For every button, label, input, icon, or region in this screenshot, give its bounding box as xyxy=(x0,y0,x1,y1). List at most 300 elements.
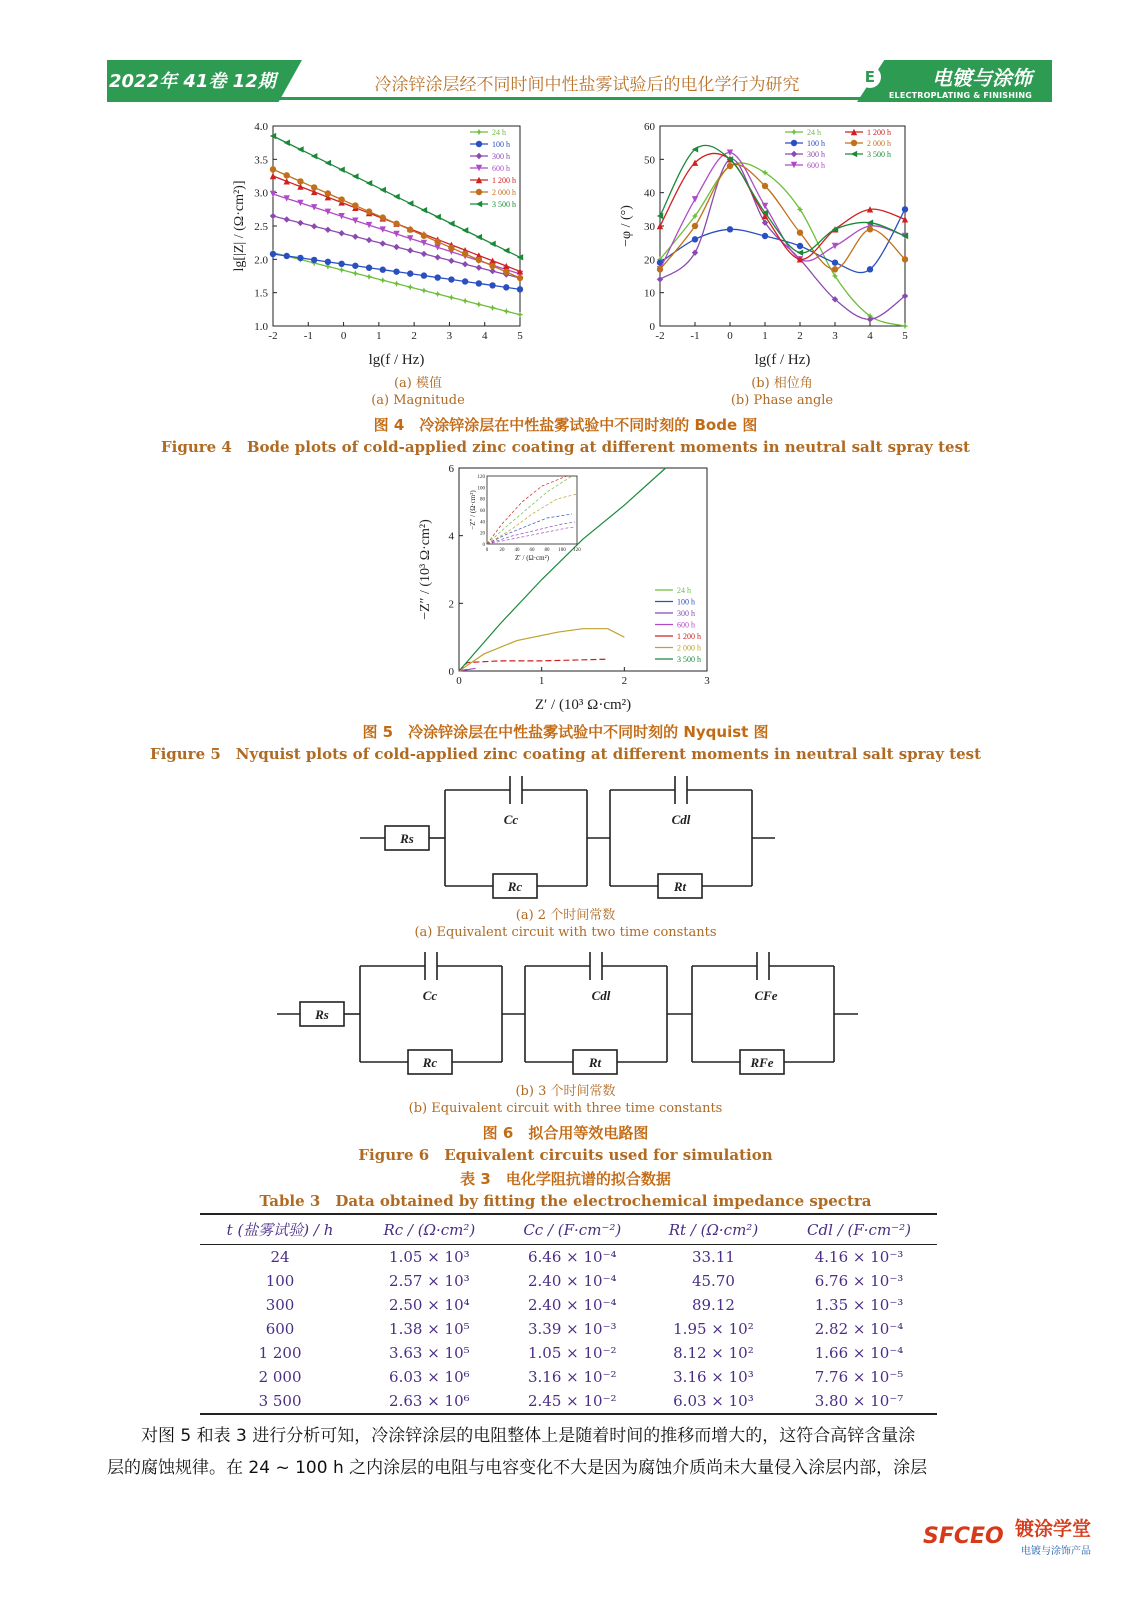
data-point xyxy=(517,286,523,292)
table-row xyxy=(200,1341,937,1365)
inset-y-tick-label: 60 xyxy=(480,509,485,514)
data-point xyxy=(270,173,276,179)
inset-y-tick-label: 0 xyxy=(482,543,485,548)
data-point xyxy=(476,234,482,240)
data-point xyxy=(797,249,803,255)
inset-x-tick-label: 80 xyxy=(544,548,550,553)
inset-x-tick-label: 0 xyxy=(485,548,489,553)
table-cell: 7.76 × 10⁻⁵ xyxy=(814,1368,904,1386)
table-cell: 300 xyxy=(265,1296,295,1314)
y-axis-label: −φ / (°) xyxy=(619,205,634,247)
data-point xyxy=(489,241,495,247)
col-cc: Cc / (F·cm⁻²) xyxy=(499,1214,646,1245)
x-tick-label: 1 xyxy=(762,330,768,342)
legend-entry: 100 h xyxy=(677,597,695,607)
data-point xyxy=(393,268,399,274)
legend-marker xyxy=(791,140,797,146)
y-axis-label: lg[|Z| / (Ω·cm²)] xyxy=(232,180,247,272)
journal-logo xyxy=(864,62,1032,100)
data-point xyxy=(311,153,317,159)
legend-entry: 600 h xyxy=(807,161,825,170)
data-point xyxy=(325,209,331,215)
legend-marker xyxy=(476,153,482,159)
data-point xyxy=(338,230,344,236)
series-line xyxy=(660,163,905,326)
legend-entry: 300 h xyxy=(492,152,510,161)
table-row xyxy=(200,1269,937,1293)
data-point xyxy=(380,226,386,232)
data-point xyxy=(421,287,427,293)
journal-header xyxy=(107,60,1052,102)
table-row xyxy=(200,1293,937,1317)
footer-logo-main: SFCEO xyxy=(923,1524,1004,1549)
table-cell: 1.35 × 10⁻³ xyxy=(814,1296,904,1314)
data-point xyxy=(692,223,698,229)
circuit-b-rs: Rs xyxy=(315,1007,329,1022)
data-point xyxy=(476,257,482,263)
logo-cn: 电镀与涂饰 xyxy=(932,66,1032,90)
bode-magnitude-chart xyxy=(225,118,545,383)
inset-x-tick-label: 40 xyxy=(514,548,520,553)
nyquist-inset xyxy=(469,475,581,562)
data-point xyxy=(352,217,358,223)
data-point xyxy=(476,301,482,307)
data-point xyxy=(421,207,427,213)
data-point xyxy=(434,274,440,280)
legend-entry: 24 h xyxy=(807,128,821,137)
data-point xyxy=(462,261,468,267)
bode-phase-chart xyxy=(615,118,935,383)
legend-entry: 600 h xyxy=(492,164,510,173)
y-tick-label: 1.5 xyxy=(254,287,268,300)
data-point xyxy=(338,267,344,273)
data-point xyxy=(797,229,803,235)
data-point xyxy=(902,216,908,222)
x-tick-label: 4 xyxy=(867,330,873,342)
col-cdl: Cdl / (F·cm⁻²) xyxy=(781,1214,937,1245)
x-tick-label: 5 xyxy=(902,330,908,342)
data-point xyxy=(284,216,290,222)
legend-entry: 24 h xyxy=(677,586,691,595)
legend-entry: 2 000 h xyxy=(492,188,516,197)
y-tick-label: 0 xyxy=(448,666,454,678)
x-axis-label: lg(f / Hz) xyxy=(754,352,811,368)
table-cell: 2.57 × 10³ xyxy=(389,1272,470,1290)
fig4-title-cn: 图 4 冷涂锌涂层在中性盐雾试验中不同时刻的 Bode 图 xyxy=(373,416,758,434)
data-point xyxy=(393,220,399,226)
data-point xyxy=(832,259,838,265)
journal-logo-icon: E xyxy=(859,66,881,88)
footer-logo xyxy=(923,1512,1103,1562)
legend-marker xyxy=(851,140,857,146)
data-point xyxy=(421,240,427,246)
table-cell: 3.80 × 10⁻⁷ xyxy=(781,1389,937,1414)
data-point xyxy=(297,146,303,152)
data-point xyxy=(297,178,303,184)
data-point xyxy=(407,200,413,206)
fig6b-caption-cn: (b) 3 个时间常数 xyxy=(515,1084,616,1099)
circuit-b-rfe: RFe xyxy=(750,1055,774,1070)
table-cell: 2.45 × 10⁻² xyxy=(499,1389,646,1414)
circuit-two-time-constants xyxy=(355,770,785,900)
data-point xyxy=(380,214,386,220)
fig6-title-en: Figure 6 Equivalent circuits used for simulation xyxy=(358,1146,773,1164)
table-cell: 33.11 xyxy=(691,1248,735,1266)
inset-y-tick-label: 80 xyxy=(480,497,485,503)
data-point xyxy=(867,226,873,232)
data-point xyxy=(448,220,454,226)
legend-marker xyxy=(476,189,482,195)
data-point xyxy=(692,196,698,202)
legend-entry: 1 200 h xyxy=(677,632,701,641)
data-point xyxy=(338,196,344,202)
circuit-a-rt: Rt xyxy=(673,879,687,894)
data-point xyxy=(503,308,509,314)
fig6a-caption-cn: (a) 2 个时间常数 xyxy=(515,908,616,923)
data-point xyxy=(338,213,344,219)
table-cell: 600 xyxy=(265,1320,295,1338)
table-cell: 1.66 × 10⁻⁴ xyxy=(814,1344,904,1362)
circuit-b-cc: Cc xyxy=(422,988,438,1003)
circuit-b-rc: Rc xyxy=(422,1055,438,1070)
data-point xyxy=(311,204,317,210)
table-cell: 89.12 xyxy=(691,1296,735,1314)
table-cell: 1.05 × 10⁻² xyxy=(528,1344,617,1362)
inset-y-tick-label: 120 xyxy=(477,475,485,480)
data-point xyxy=(421,272,427,278)
fig4a-caption-en: (a) Magnitude xyxy=(371,393,465,408)
y-tick-label: 1.0 xyxy=(254,321,268,333)
x-tick-label: -1 xyxy=(690,330,700,342)
issue-label: 2022年 41卷 12期 xyxy=(109,71,276,92)
x-tick-label: 2 xyxy=(621,675,628,687)
legend-entry: 2 000 h xyxy=(677,643,701,653)
data-point xyxy=(762,183,768,189)
fig5-title-cn: 图 5 冷涂锌涂层在中性盐雾试验中不同时刻的 Nyquist 图 xyxy=(362,723,769,741)
header-rule xyxy=(277,97,882,100)
y-tick-label: 20 xyxy=(644,254,655,267)
data-point xyxy=(657,266,663,272)
data-point xyxy=(325,227,331,233)
data-point xyxy=(434,254,440,260)
data-point xyxy=(832,243,838,249)
data-point xyxy=(366,208,372,214)
legend-entry: 3 500 h xyxy=(492,200,516,209)
data-point xyxy=(284,140,290,146)
footer-logo-sub: 电镀与涂饰产品 xyxy=(1021,1546,1091,1557)
legend-entry: 1 200 h xyxy=(492,176,516,185)
circuit-b-rt: Rt xyxy=(588,1055,602,1070)
nyquist-chart xyxy=(415,460,735,722)
data-point xyxy=(380,240,386,246)
data-point xyxy=(448,245,454,251)
body-paragraph-line1: 对图 5 和表 3 进行分析可知，冷涂锌涂层的电阻整体上是随着时间的推移而增大的，这符合高锌含量涂 xyxy=(141,1426,916,1446)
table-cell: 6.03 × 10³ xyxy=(646,1389,781,1414)
data-point xyxy=(338,261,344,267)
legend-entry: 300 h xyxy=(807,150,825,159)
data-point xyxy=(421,233,427,239)
data-point xyxy=(366,237,372,243)
fitting-data-table xyxy=(200,1213,937,1415)
data-point xyxy=(692,249,698,255)
table-row xyxy=(200,1317,937,1341)
table-cell: 2.82 × 10⁻⁴ xyxy=(814,1320,904,1338)
x-tick-label: -2 xyxy=(268,330,278,342)
data-point xyxy=(284,195,290,201)
data-point xyxy=(434,214,440,220)
data-point xyxy=(393,193,399,199)
table-cell: 6.03 × 10⁶ xyxy=(389,1368,470,1386)
data-point xyxy=(270,251,276,257)
circuit-a-cc: Cc xyxy=(503,812,519,827)
table-cell: 2 000 xyxy=(258,1368,302,1386)
fig4-title-en: Figure 4 Bode plots of cold-applied zinc coating at different moments in neutral salt spray test xyxy=(161,438,970,456)
x-tick-label: 2 xyxy=(411,330,417,342)
data-point xyxy=(476,280,482,286)
data-point xyxy=(407,247,413,253)
table3-title-en: Table 3 Data obtained by fitting the electrochemical impedance spectra xyxy=(259,1192,872,1210)
y-tick-label: 0 xyxy=(649,321,655,333)
data-point xyxy=(692,236,698,242)
fig5-title-en: Figure 5 Nyquist plots of cold-applied zinc coating at different moments in neutral salt spray test xyxy=(149,745,982,763)
table-cell: 24 xyxy=(270,1248,290,1266)
data-point xyxy=(832,266,838,272)
legend-marker xyxy=(851,151,857,157)
data-point xyxy=(462,278,468,284)
data-point xyxy=(393,280,399,286)
data-point xyxy=(407,227,413,233)
data-point xyxy=(352,233,358,239)
table-cell: 2.40 × 10⁻⁴ xyxy=(528,1296,617,1314)
data-point xyxy=(489,305,495,311)
x-tick-label: 1 xyxy=(538,675,545,687)
data-point xyxy=(366,222,372,228)
data-point xyxy=(325,160,331,166)
x-tick-label: 5 xyxy=(517,330,523,342)
table-cell: 2.63 × 10⁶ xyxy=(360,1389,499,1414)
data-point xyxy=(352,202,358,208)
table-cell: 1.05 × 10³ xyxy=(389,1248,470,1266)
data-point xyxy=(727,163,733,169)
fig6a-caption-en: (a) Equivalent circuit with two time constants xyxy=(414,925,717,940)
x-tick-label: 0 xyxy=(727,330,733,342)
fig4b-caption-en: (b) Phase angle xyxy=(730,393,834,408)
data-point xyxy=(284,253,290,259)
data-point xyxy=(380,267,386,273)
inset-y-tick-label: 20 xyxy=(480,531,485,537)
data-point xyxy=(393,244,399,250)
data-point xyxy=(503,263,509,269)
inset-x-tick-label: 60 xyxy=(529,548,535,553)
circuit-a-rc: Rc xyxy=(507,879,523,894)
table-cell: 45.70 xyxy=(691,1272,735,1290)
data-point xyxy=(762,203,768,209)
y-tick-label: 60 xyxy=(644,121,655,133)
data-point xyxy=(448,294,454,300)
y-tick-label: 6 xyxy=(448,463,454,475)
legend-entry: 1 200 h xyxy=(867,128,891,137)
data-point xyxy=(902,206,908,212)
data-point xyxy=(867,266,873,272)
y-tick-label: 2 xyxy=(448,598,454,611)
data-point xyxy=(407,270,413,276)
circuit-b-cdl: Cdl xyxy=(591,988,611,1003)
data-point xyxy=(657,276,663,282)
data-point xyxy=(902,256,908,262)
table-cell: 3 500 xyxy=(200,1389,360,1414)
x-axis-label: lg(f / Hz) xyxy=(368,352,425,368)
x-tick-label: -1 xyxy=(303,330,313,342)
y-tick-label: 2.0 xyxy=(254,254,268,267)
legend-marker xyxy=(476,141,482,147)
data-point xyxy=(503,284,509,290)
data-point xyxy=(297,255,303,261)
data-point xyxy=(270,191,276,197)
legend-entry: 2 000 h xyxy=(867,139,891,148)
y-tick-label: 40 xyxy=(644,187,655,200)
inset-x-label: Z′ / (Ω·cm²) xyxy=(514,554,550,562)
col-rt: Rt / (Ω·cm²) xyxy=(646,1214,781,1245)
y-tick-label: 10 xyxy=(644,287,655,300)
table-cell: 100 xyxy=(265,1272,295,1290)
table3-title-cn: 表 3 电化学阻抗谱的拟合数据 xyxy=(460,1170,671,1188)
data-point xyxy=(393,231,399,237)
data-point xyxy=(762,169,768,175)
x-tick-label: 1 xyxy=(376,330,382,342)
data-point xyxy=(421,251,427,257)
table-cell: 6.46 × 10⁻⁴ xyxy=(528,1248,617,1266)
circuit-three-time-constants xyxy=(275,944,865,1076)
data-point xyxy=(727,226,733,232)
legend-marker xyxy=(476,129,482,135)
fig4b-caption-cn: (b) 相位角 xyxy=(751,376,813,391)
y-tick-label: 30 xyxy=(644,221,655,233)
table-cell: 3.16 × 10³ xyxy=(673,1368,754,1386)
data-point xyxy=(462,251,468,257)
table-cell: 1.38 × 10⁵ xyxy=(389,1320,470,1338)
data-point xyxy=(489,263,495,269)
table-row xyxy=(200,1389,937,1414)
legend-entry: 24 h xyxy=(492,128,506,137)
y-tick-label: 2.5 xyxy=(254,221,268,233)
data-point xyxy=(311,184,317,190)
inset-y-label: −Z″ / (Ω·cm²) xyxy=(469,490,477,530)
fig6-title-cn: 图 6 拟合用等效电路图 xyxy=(482,1124,649,1142)
footer-logo-cn: 镀涂学堂 xyxy=(1015,1518,1092,1540)
y-tick-label: 50 xyxy=(644,154,655,167)
inset-y-tick-label: 40 xyxy=(480,520,485,526)
inset-frame xyxy=(487,476,577,544)
data-point xyxy=(284,172,290,178)
series-line xyxy=(459,659,608,671)
data-point xyxy=(503,247,509,253)
data-point xyxy=(462,298,468,304)
x-tick-label: 4 xyxy=(481,330,488,342)
y-tick-label: 4.0 xyxy=(254,121,268,133)
data-point xyxy=(380,187,386,193)
x-tick-label: 3 xyxy=(832,330,838,342)
y-tick-label: 4 xyxy=(448,530,454,543)
data-point xyxy=(762,233,768,239)
data-point xyxy=(311,257,317,263)
y-tick-label: 3.5 xyxy=(254,154,268,167)
legend-entry: 100 h xyxy=(807,139,825,148)
circuit-a-rs: Rs xyxy=(400,831,414,846)
inset-x-tick-label: 20 xyxy=(499,548,505,553)
x-axis-label: Z′ / (10³ Ω·cm²) xyxy=(534,697,632,713)
data-point xyxy=(407,284,413,290)
legend-entry: 300 h xyxy=(677,609,695,618)
series-line xyxy=(459,629,624,671)
data-point xyxy=(434,239,440,245)
data-point xyxy=(517,275,523,281)
logo-en: ELECTROPLATING & FINISHING xyxy=(888,91,1032,100)
x-tick-label: 3 xyxy=(446,330,453,342)
table-cell: 4.16 × 10⁻³ xyxy=(814,1248,904,1266)
data-point xyxy=(366,180,372,186)
y-tick-label: 3.0 xyxy=(254,187,268,200)
table-cell: 2.40 × 10⁻⁴ xyxy=(528,1272,617,1290)
data-point xyxy=(270,166,276,172)
data-point xyxy=(434,291,440,297)
circuit-a-cdl: Cdl xyxy=(671,812,691,827)
table-row xyxy=(200,1245,937,1270)
data-point xyxy=(352,263,358,269)
table-cell: 2.50 × 10⁴ xyxy=(389,1296,470,1314)
data-point xyxy=(407,235,413,241)
inset-y-tick-label: 100 xyxy=(477,486,485,492)
table-cell: 3.16 × 10⁻² xyxy=(528,1368,617,1386)
legend-entry: 100 h xyxy=(492,140,510,149)
data-point xyxy=(325,190,331,196)
data-point xyxy=(270,213,276,219)
table-cell: 3.39 × 10⁻³ xyxy=(528,1320,617,1338)
data-point xyxy=(448,276,454,282)
data-point xyxy=(476,264,482,270)
data-point xyxy=(338,167,344,173)
table-header-row xyxy=(200,1214,937,1245)
data-point xyxy=(366,265,372,271)
table-cell: 1 200 xyxy=(258,1344,302,1362)
col-rc: Rc / (Ω·cm²) xyxy=(360,1214,499,1245)
inset-x-tick-label: 120 xyxy=(573,548,581,553)
legend-marker xyxy=(791,129,797,135)
data-point xyxy=(352,270,358,276)
legend-marker xyxy=(476,201,482,207)
legend-entry: 3 500 h xyxy=(677,655,701,664)
data-point xyxy=(489,282,495,288)
data-point xyxy=(448,258,454,264)
running-title: 冷涂锌涂层经不同时间中性盐雾试验后的电化学行为研究 xyxy=(374,75,800,95)
x-tick-label: 0 xyxy=(340,330,347,342)
x-tick-label: 3 xyxy=(704,675,710,687)
col-time: t (盐雾试验) / h xyxy=(200,1214,360,1245)
data-point xyxy=(311,223,317,229)
y-axis-label: −Z″ / (10³ Ω·cm²) xyxy=(418,519,433,620)
data-point xyxy=(325,259,331,265)
series-line xyxy=(660,153,905,259)
table-cell: 3.63 × 10⁵ xyxy=(389,1344,470,1362)
data-point xyxy=(297,200,303,206)
body-paragraph-line2: 层的腐蚀规律。在 24 ~ 100 h 之内涂层的电阻与电容变化不大是因为腐蚀介质尚未大量侵入涂层内部，涂层 xyxy=(107,1458,928,1478)
legend-entry: 3 500 h xyxy=(867,150,891,159)
data-point xyxy=(297,220,303,226)
table-cell: 6.76 × 10⁻³ xyxy=(814,1272,904,1290)
data-point xyxy=(503,269,509,275)
inset-x-tick-label: 100 xyxy=(558,548,566,553)
data-point xyxy=(797,243,803,249)
data-point xyxy=(366,274,372,280)
